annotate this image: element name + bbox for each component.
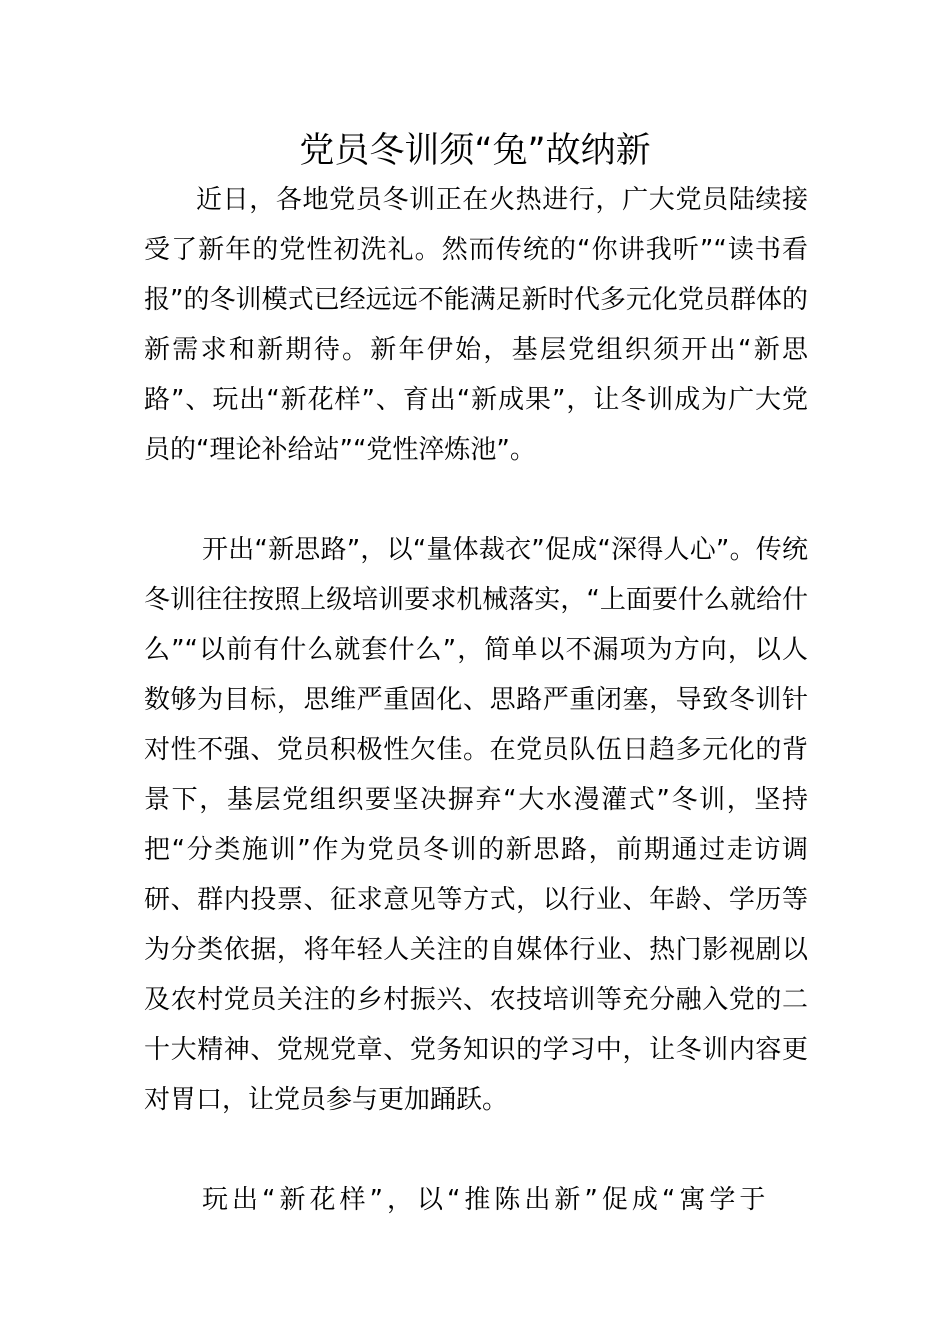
paragraph-new-patterns: 玩出“新花样”，以“推陈出新”促成“寓学于 [202, 1185, 770, 1215]
paragraph-new-thinking: 开出“新思路”，以“量体裁衣”促成“深得人心”。传统冬训往往按照上级培训要求机械落实，“上面要什么就给什么”“以前有什么就套什么”，简单以不漏项为方向，以人数够为目标，思维严重固化、思路严重闭塞，导致冬训针对性不强、党员积极性欠佳。在党员队伍日趋多元化的背景下，基层党组织要坚决摒弃“大水漫灌式”冬训，坚持把“分类施训”作为党员冬训的新思路，前期通过走访调研、群内投票、征求意见等方式，以行业、年龄、学历等为分类依据，将年轻人关注的自媒体行业、热门影视剧以及农村党员关注的乡村振兴、农技培训等充分融入党的二十大精神、党规党章、党务知识的学习中，让冬训内容更对胃口，让党员参与更加踊跃。 [144, 535, 808, 1115]
document-title: 党员冬训须“兔”故纳新 [299, 131, 651, 171]
paragraph-intro: 近日，各地党员冬训正在火热进行，广大党员陆续接受了新年的党性初洗礼。然而传统的“你讲我听”“读书看报”的冬训模式已经远远不能满足新时代多元化党员群体的新需求和新期待。新年伊始，基层党组织须开出“新思路”、玩出“新花样”、育出“新成果”，让冬训成为广大党员的“理论补给站”“党性淬炼池”。 [144, 185, 808, 465]
